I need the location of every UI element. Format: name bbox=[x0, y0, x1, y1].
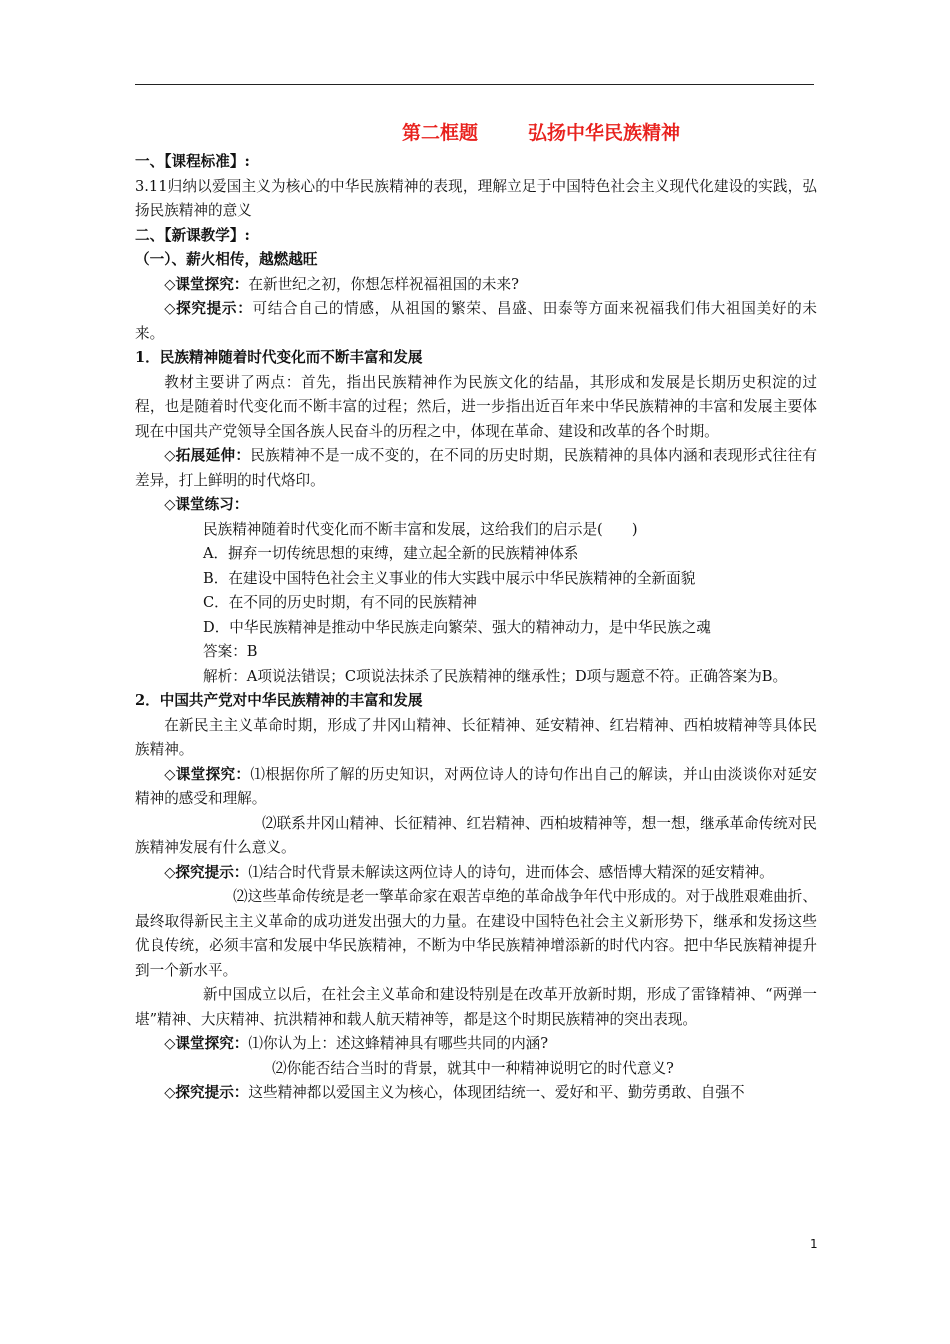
option-d: D．中华民族精神是推动中华民族走向繁荣、强大的精神动力，是中华民族之魂 bbox=[203, 618, 711, 636]
title-part1: 第二框题 bbox=[401, 122, 478, 144]
explore-2-text-2: ⑵联系井冈山精神、长征精神、红岩精神、西柏坡精神等，想一想，继承革命传统对民族精神发展有什么意义。 bbox=[135, 814, 817, 856]
explore-1-text: 在新世纪之初，你想怎样祝福祖国的未来? bbox=[248, 275, 519, 293]
paragraph-1: 教材主要讲了两点：首先，指出民族精神作为民族文化的结晶，其形成和发展是长期历史积淀的过程，也是随着时代变化而不断丰富的过程；然后，进一步指出近百年来中华民族精神的丰富和发展主要体现在中国共产党领导全国各族人民奋斗的历程之中，体现在革命、建设和改革的各个时期。 bbox=[135, 373, 817, 440]
explore-3-text-2: ⑵你能否结合当时的背景，就其中一种精神说明它的时代意义? bbox=[272, 1059, 674, 1077]
hint-2-text-1: ⑴结合时代背景未解读这两位诗人的诗句，进而体会、感悟博大精深的延安精神。 bbox=[248, 863, 774, 881]
header-rule bbox=[135, 84, 814, 85]
answer: 答案：B bbox=[203, 643, 258, 660]
heading-1: 1．民族精神随着时代变化而不断丰富和发展 bbox=[135, 349, 423, 366]
hint-1-label: ◇探究提示： bbox=[164, 300, 253, 317]
option-a: A．摒弃一切传统思想的束缚，建立起全新的民族精神体系 bbox=[203, 545, 579, 562]
hint-1 bbox=[135, 297, 817, 346]
paragraph-2: 在新民主主义革命时期，形成了井冈山精神、长征精神、延安精神、红岩精神、西柏坡精神等具体民族精神。 bbox=[135, 716, 817, 758]
option-c: C．在不同的历史时期，有不同的民族精神 bbox=[203, 594, 477, 611]
hint-2-text-2: ⑵这些革命传统是老一擎革命家在艰苦卓绝的革命战争年代中形成的。对于战胜艰难曲折、最终取得新民主主义革命的成功迸发出强大的力量。在建设中国特色社会主义新形势下，继承和发扬这些优良传统，必须丰富和发展中华民族精神，不断为中华民族精神增添新的时代内容。把中华民族精神提升到一个新水平。 bbox=[135, 888, 817, 979]
hint-3-text: 这些精神都以爱国主义为核心，体现团结统一、爱好和平、勤劳勇敢、自强不 bbox=[248, 1084, 745, 1101]
explore-2-text-1: ⑴根据你所了解的历史知识，对两位诗人的诗句作出自己的解读，并山由淡谈你对延安精神的感受和理解。 bbox=[135, 765, 817, 807]
subsection-1-heading: （一）、薪火相传，越燃越旺 bbox=[135, 251, 318, 268]
extension-text: 民族精神不是一成不变的，在不同的历史时期，民族精神的具体内涵和表现形式往往有差异，打上鲜明的时代烙印。 bbox=[135, 447, 817, 489]
extension-label: ◇拓展延伸： bbox=[164, 447, 251, 464]
section-1-text: 3.11归纳以爱国主义为核心的中华民族精神的表现，理解立足于中国特色社会主义现代化建设的实践，弘扬民族精神的意义 bbox=[135, 177, 817, 219]
explore-2 bbox=[135, 763, 817, 812]
section-2-heading: 二、【新课教学】: bbox=[135, 226, 250, 244]
analysis: 解析：A项说法错误；C项说法抹杀了民族精神的继承性；D项与题意不符。正确答案为B。 bbox=[203, 667, 788, 685]
document-body bbox=[135, 118, 817, 1106]
explore-1-label: ◇课堂探究： bbox=[164, 275, 249, 293]
explore-3 bbox=[135, 1032, 817, 1057]
section-1-heading: 一、【课程标准】: bbox=[135, 153, 250, 170]
page-title bbox=[135, 118, 817, 148]
hint-3-label: ◇探究提示： bbox=[164, 1084, 249, 1101]
practice-label: ◇课堂练习： bbox=[164, 496, 249, 513]
explore-3-label: ◇课堂探究： bbox=[164, 1035, 249, 1052]
hint-2 bbox=[135, 861, 817, 886]
explore-3-text-1: ⑴你认为上：述这蜂精神具有哪些共同的内涵? bbox=[248, 1035, 549, 1052]
heading-2: 2．中国共产党对中华民族精神的丰富和发展 bbox=[135, 692, 423, 709]
extension bbox=[135, 444, 817, 493]
question-stem: 民族精神随着时代变化而不断丰富和发展，这给我们的启示是( ) bbox=[203, 520, 638, 538]
paragraph-3: 新中国成立以后，在社会主义革命和建设特别是在改革开放新时期，形成了雷锋精神、“两弹一堪”精神、大庆精神、抗洪精神和载人航天精神等，都是这个时期民族精神的突出表现。 bbox=[135, 986, 817, 1028]
hint-1-text: 可结合自己的情感，从祖国的繁荣、昌盛、田泰等方面来祝福我们伟大祖国美好的未来。 bbox=[135, 300, 817, 342]
explore-1 bbox=[135, 273, 817, 298]
hint-2-label: ◇探究提示： bbox=[164, 863, 249, 881]
title-part2: 弘扬中华民族精神 bbox=[528, 122, 681, 144]
hint-3 bbox=[135, 1081, 817, 1106]
option-b: B．在建设中国特色社会主义事业的伟大实践中展示中华民族精神的全新面貌 bbox=[203, 569, 696, 587]
explore-2-label: ◇课堂探究： bbox=[164, 765, 251, 783]
page-number: 1 bbox=[810, 1237, 818, 1251]
